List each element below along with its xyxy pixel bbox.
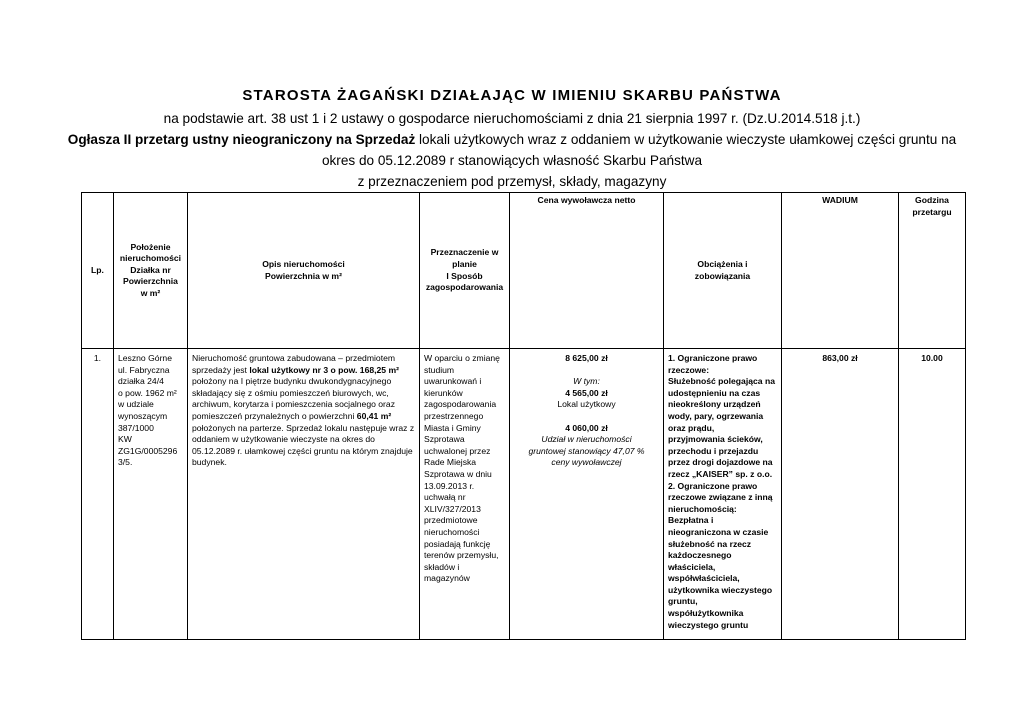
- header-purpose-line: planie: [452, 258, 477, 269]
- header-encumbrances: [664, 193, 782, 349]
- cell-time: 10.00: [899, 349, 966, 640]
- cell-purpose-line: Rade Miejska: [424, 457, 477, 468]
- cell-location-line: ul. Fabryczna: [118, 364, 170, 375]
- period-line: okres do 05.12.2089 r stanowiących własność Skarbu Państwa: [321, 153, 703, 168]
- cell-encumbrances-line: służebność na rzecz: [668, 538, 752, 549]
- cell-encumbrances-line: nieograniczona w czasie: [668, 526, 769, 537]
- cell-purpose-line: przestrzennego: [424, 410, 484, 421]
- header-location: [114, 193, 188, 349]
- price-udzial-line: Udział w nieruchomości: [541, 434, 632, 445]
- cell-location-line: 3/5.: [118, 457, 133, 468]
- cell-encumbrances-line: rzeczowe związane z inną: [668, 492, 773, 503]
- description-text-3: położonych na parterze. Sprzedaż lokalu następuje wraz z oddaniem w użytkowanie wieczyste na okres do 05.12.2089 r. ułamkowej części gruntu na którym znajduje budynek.: [192, 422, 415, 468]
- cell-purpose: [420, 349, 510, 640]
- price-udzial-line: gruntowej stanowiący 47,07 %: [528, 445, 645, 456]
- cell-encumbrances-line: każdoczesnego: [668, 550, 732, 561]
- header-purpose-line: Przeznaczenie w: [430, 247, 499, 258]
- header-description: [188, 193, 420, 349]
- cell-encumbrances-line: gruntu,: [668, 596, 698, 607]
- cell-purpose-line: uchwałą nr: [424, 492, 466, 503]
- header-description-line: Powierzchnia w m²: [265, 270, 342, 281]
- header-purpose-line: I Sposób: [446, 270, 483, 281]
- cell-encumbrances-line: właściciela,: [668, 561, 716, 572]
- cell-description: [188, 349, 420, 640]
- cell-encumbrances-line: oraz prądu,: [668, 422, 715, 433]
- cell-encumbrances-line: przechodu i przejazdu: [668, 445, 759, 456]
- price-total: 8 625,00 zł: [565, 353, 608, 363]
- cell-encumbrances-line: rzecz „KAISER” sp. z o.o.: [668, 468, 773, 479]
- cell-encumbrances-line: Bezpłatna i: [668, 515, 714, 526]
- cell-purpose-line: 13.09.2013 r.: [424, 480, 475, 491]
- cell-encumbrances-line: użytkownika wieczystego: [668, 584, 773, 595]
- cell-purpose-line: terenów przemysłu,: [424, 550, 499, 561]
- cell-encumbrances-line: nieruchomością:: [668, 503, 737, 514]
- cell-location-line: 387/1000: [118, 422, 154, 433]
- header-wadium: WADIUM: [782, 193, 899, 349]
- header-time: Godzina przetargu: [899, 193, 966, 349]
- header-purpose: [420, 193, 510, 349]
- cell-lp: 1.: [82, 349, 114, 640]
- cell-purpose-line: Miasta i Gminy: [424, 422, 481, 433]
- price-lokal-label: Lokal użytkowy: [557, 399, 616, 410]
- cell-wadium: 863,00 zł: [782, 349, 899, 640]
- description-text-1: Nieruchomość gruntowa zabudowana – przedmiotem sprzedaży jest: [192, 353, 396, 375]
- cell-location-line: w udziale: [118, 399, 154, 410]
- announcement-bold: Ogłasza II przetarg ustny nieograniczony na Sprzedaż: [67, 132, 416, 147]
- cell-encumbrances-line: 2. Ograniczone prawo: [668, 480, 758, 491]
- purpose-line: z przeznaczeniem pod przemysł, składy, magazyny: [357, 174, 667, 189]
- cell-encumbrances-line: współużytkownika: [668, 608, 744, 619]
- cell-location-line: KW: [118, 434, 132, 445]
- cell-location-line: o pow. 1962 m²: [118, 387, 177, 398]
- cell-purpose-line: nieruchomości: [424, 526, 480, 537]
- header-encumbrances-line: zobowiązania: [694, 270, 751, 281]
- price-lokal-amount: 4 565,00 zł: [565, 387, 608, 398]
- cell-purpose-line: posiadają funkcję: [424, 538, 491, 549]
- price-w-tym: W tym:: [573, 376, 600, 387]
- price-grunt-amount: 4 060,00 zł: [565, 422, 608, 433]
- cell-encumbrances-line: 1. Ograniczone prawo: [668, 353, 758, 363]
- cell-encumbrances-line: współwłaściciela,: [668, 573, 740, 584]
- legal-basis-line: na podstawie art. 38 ust 1 i 2 ustawy o gospodarce nieruchomościami z dnia 21 sierpnia 1997 r. (Dz.U.2014.518 j.t.): [163, 111, 861, 126]
- header-location-line: Powierzchnia: [123, 276, 178, 287]
- header-location-line: Położenie: [130, 241, 171, 252]
- announcement-line: [20, 131, 1004, 149]
- table-row: [82, 349, 966, 640]
- cell-purpose-line: uwarunkowań i: [424, 376, 482, 387]
- cell-purpose-line: W oparciu o zmianę: [424, 353, 500, 363]
- header-location-line: nieruchomości: [119, 253, 182, 264]
- header-description-line: Opis nieruchomości: [262, 258, 345, 269]
- cell-location: [114, 349, 188, 640]
- cell-location-line: Leszno Górne: [118, 353, 172, 363]
- cell-price: [510, 349, 664, 640]
- cell-location-line: działka 24/4: [118, 376, 164, 387]
- header-encumbrances-line: Obciążenia i: [697, 258, 748, 269]
- description-bold-1: lokal użytkowy nr 3 o pow. 168,25 m²: [249, 364, 399, 375]
- cell-encumbrances-line: przyjmowania ścieków,: [668, 434, 763, 445]
- header-lp: Lp.: [82, 193, 114, 349]
- cell-encumbrances-line: Służebność polegająca na: [668, 376, 775, 387]
- cell-purpose-line: Szprotawa: [424, 434, 465, 445]
- cell-purpose-line: zagospodarowania: [424, 399, 497, 410]
- cell-purpose-line: uchwalonej przez: [424, 445, 491, 456]
- description-bold-2: 60,41 m²: [356, 410, 392, 421]
- cell-purpose-line: Szprotawa w dniu: [424, 468, 492, 479]
- cell-encumbrances: [664, 349, 782, 640]
- cell-encumbrances-line: przez drogi dojazdowe na: [668, 457, 773, 468]
- price-udzial-line: ceny wywoławczej: [551, 457, 622, 468]
- cell-purpose-line: kierunków: [424, 387, 463, 398]
- tender-table: [81, 192, 966, 640]
- document-title: STAROSTA ŻAGAŃSKI DZIAŁAJĄC W IMIENIU SKARBU PAŃSTWA: [242, 87, 782, 104]
- cell-purpose-line: przedmiotowe: [424, 515, 478, 526]
- cell-purpose-line: magazynów: [424, 573, 470, 584]
- header-purpose-line: zagospodarowania: [425, 282, 504, 293]
- cell-encumbrances-line: rzeczowe:: [668, 364, 710, 375]
- price-udzial: [514, 434, 659, 469]
- cell-location-line: ZG1G/0005296: [118, 445, 178, 456]
- cell-encumbrances-line: wody, pary, ogrzewania: [668, 410, 764, 421]
- announcement-rest: lokali użytkowych wraz z oddaniem w użytkowanie wieczyste ułamkowej części gruntu na: [415, 132, 957, 147]
- cell-encumbrances-line: udostępnieniu na czas: [668, 387, 761, 398]
- cell-encumbrances-line: nieokreślony urządzeń: [668, 399, 761, 410]
- header-price: Cena wywoławcza netto: [510, 193, 664, 349]
- description-text-2: położony na I piętrze budynku dwukondygnacyjnego składający się z ośmiu pomieszczeń biurowych, wc, archiwum, korytarza i pomieszczenia socjalnego oraz pomieszczeń przynależnych o powierzchni: [192, 376, 395, 421]
- cell-location-line: wynoszącym: [118, 410, 168, 421]
- cell-purpose-line: studium: [424, 364, 455, 375]
- cell-encumbrances-line: wieczystego gruntu: [668, 619, 749, 630]
- cell-purpose-line: XLIV/327/2013: [424, 503, 481, 514]
- header-location-line: w m²: [140, 287, 161, 298]
- table-header-row: [82, 193, 966, 349]
- cell-purpose-line: składów i: [424, 561, 460, 572]
- header-location-line: Działka nr: [130, 264, 171, 275]
